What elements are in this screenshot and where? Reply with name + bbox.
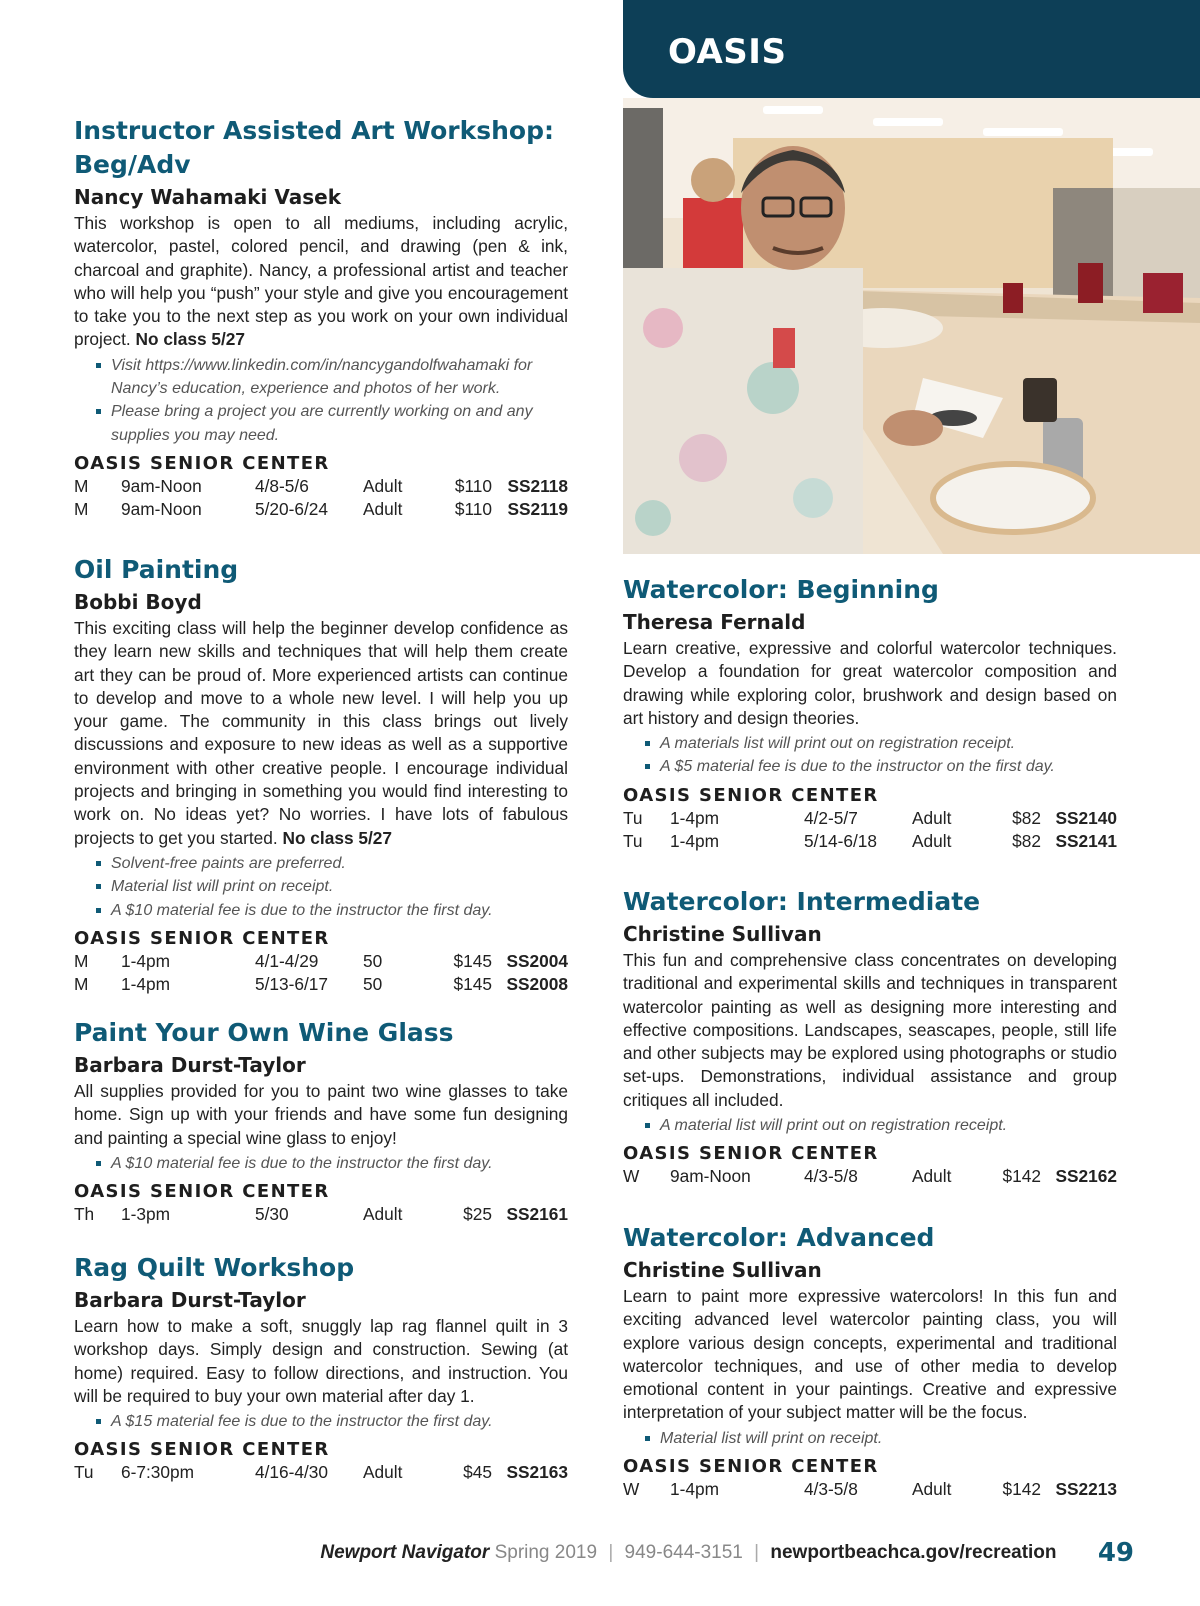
course-instructor: Barbara Durst-Taylor <box>74 1053 306 1077</box>
session-row <box>74 475 568 498</box>
course-note: Solvent-free paints are preferred. <box>111 852 568 875</box>
session-time: 6-7:30pm <box>121 1462 195 1483</box>
session-code: SS2163 <box>506 1462 568 1483</box>
course-location: OASIS SENIOR CENTER <box>623 1456 879 1478</box>
course-title: Watercolor: Intermediate <box>623 887 981 916</box>
section-header-tab <box>623 0 1200 98</box>
course-note: Material list will print on receipt. <box>660 1427 1117 1450</box>
session-age: 50 <box>363 973 383 994</box>
course-note: Visit https://www.linkedin.com/in/nancygandolfwahamaki for Nancy’s education, experience and photos of her work. <box>111 354 568 401</box>
session-age: Adult <box>363 498 403 519</box>
session-price: $82 <box>1012 830 1041 851</box>
session-age: Adult <box>912 1479 952 1500</box>
footer-season: Spring 2019 <box>494 1542 598 1563</box>
course-note: Please bring a project you are currently working on and any supplies you may need. <box>111 400 568 447</box>
course-note: A $10 material fee is due to the instructor the first day. <box>111 899 568 922</box>
session-time: 1-4pm <box>670 1479 719 1500</box>
session-dates: 4/1-4/29 <box>255 950 319 971</box>
course-watercolor-advanced <box>623 1221 1117 1501</box>
course-title: Watercolor: Advanced <box>623 1223 935 1252</box>
session-time: 1-3pm <box>121 1204 170 1225</box>
session-code: SS2162 <box>1055 1166 1117 1187</box>
course-location: OASIS SENIOR CENTER <box>74 1439 330 1461</box>
session-age: 50 <box>363 950 383 971</box>
course-note: A $5 material fee is due to the instructor on the first day. <box>660 755 1117 778</box>
session-day: Tu <box>74 1462 94 1483</box>
session-price: $142 <box>1002 1166 1041 1187</box>
course-description: Learn creative, expressive and colorful watercolor techniques. Develop a foundation for great watercolor composition and drawing while exploring color, brushwork and design based on art history and design theories. <box>623 638 1117 728</box>
course-title: Rag Quilt Workshop <box>74 1253 355 1282</box>
course-instructor-assisted-art-workshop <box>74 114 568 521</box>
course-note: A material list will print out on registration receipt. <box>660 1114 1117 1137</box>
course-notes <box>623 1427 1117 1450</box>
course-instructor: Christine Sullivan <box>623 922 822 946</box>
page-footer <box>0 1536 1134 1570</box>
session-code: SS2141 <box>1055 830 1117 851</box>
course-description: Learn how to make a soft, snuggly lap rag flannel quilt in 3 workshop days. Simply design and construction. Sewing (at home) required. Easy to follow directions, and instruction. You will be required to buy your own material after day 1. <box>74 1316 568 1406</box>
course-description: This exciting class will help the beginner develop confidence as they learn new skills and techniques that will help them create art they can be proud of. More experienced artists can continue to develop and move to a whole new level. I will help you up your game. The community in this class brings out lively discussions and exposure to new ideas as well as a supportive environment with other creative people. I encourage individual projects and bringing in something you would find interesting to work on. No ideas yet? No worries. I have lots of fabulous projects to get you started. No class 5/27 <box>74 618 568 848</box>
course-instructor: Theresa Fernald <box>623 610 806 634</box>
session-age: Adult <box>363 1204 403 1225</box>
session-code: SS2118 <box>507 475 568 496</box>
session-time: 9am-Noon <box>121 498 202 519</box>
session-dates: 5/14-6/18 <box>804 830 878 851</box>
session-row <box>623 807 1117 830</box>
course-notes <box>623 1114 1117 1137</box>
session-time: 1-4pm <box>670 807 719 828</box>
session-dates: 4/3-5/8 <box>804 1479 858 1500</box>
course-location: OASIS SENIOR CENTER <box>74 1181 330 1203</box>
footer-publication: Newport Navigator <box>320 1542 490 1563</box>
course-note: A materials list will print out on registration receipt. <box>660 732 1117 755</box>
session-row <box>74 1461 568 1484</box>
session-time: 9am-Noon <box>670 1166 751 1187</box>
course-watercolor-intermediate <box>623 885 1117 1188</box>
course-title: Instructor Assisted Art Workshop: Beg/Adv <box>74 116 554 179</box>
class-photo <box>623 98 1200 554</box>
session-price: $45 <box>463 1462 492 1483</box>
session-price: $82 <box>1012 807 1041 828</box>
session-time: 1-4pm <box>121 973 170 994</box>
session-age: Adult <box>912 1166 952 1187</box>
course-instructor: Christine Sullivan <box>623 1258 822 1282</box>
course-title: Watercolor: Beginning <box>623 575 939 604</box>
session-day: W <box>623 1166 640 1187</box>
course-location: OASIS SENIOR CENTER <box>623 784 879 806</box>
session-price: $25 <box>463 1204 492 1225</box>
course-location: OASIS SENIOR CENTER <box>74 452 330 474</box>
course-oil-painting <box>74 553 568 996</box>
session-row <box>74 973 568 996</box>
session-price: $110 <box>454 498 492 519</box>
course-location: OASIS SENIOR CENTER <box>623 1143 879 1165</box>
course-description: This fun and comprehensive class concentrates on developing traditional and experimental skills and techniques in transparent watercolor painting as well as designing more interesting and effective compositions. Landscapes, seascapes, people, still life and other subjects may be explored using photographs or studio set-ups. Demonstrations, individual assistance and group critiques all included. <box>623 950 1117 1110</box>
session-day: M <box>74 498 89 519</box>
session-row <box>74 950 568 973</box>
session-dates: 4/2-5/7 <box>804 807 858 828</box>
session-row <box>623 1478 1117 1501</box>
course-title: Oil Painting <box>74 555 239 584</box>
session-day: M <box>74 950 89 971</box>
footer-separator: | <box>608 1542 614 1563</box>
course-description: All supplies provided for you to paint two wine glasses to take home. Sign up with your friends and have some fun designing and painting a special wine glass to enjoy! <box>74 1081 568 1148</box>
session-row <box>74 498 568 521</box>
session-code: SS2004 <box>506 950 568 971</box>
section-title: OASIS <box>668 32 787 72</box>
footer-url[interactable]: newportbeachca.gov/recreation <box>770 1542 1057 1563</box>
course-title: Paint Your Own Wine Glass <box>74 1018 454 1047</box>
course-description: Learn to paint more expressive watercolors! In this fun and exciting advanced level watercolor painting class, you will explore various design concepts, experimental and traditional watercolor techniques, and use of other media to develop emotional content in your paintings. Creative and expressive interpretation of your subject matter will be the focus. <box>623 1286 1117 1423</box>
course-note: A $15 material fee is due to the instructor the first day. <box>111 1410 568 1433</box>
session-row <box>74 1203 568 1226</box>
course-note: A $10 material fee is due to the instructor the first day. <box>111 1152 568 1175</box>
session-dates: 4/8-5/6 <box>255 475 309 496</box>
course-notes <box>623 732 1117 779</box>
course-rag-quilt-workshop <box>74 1251 568 1484</box>
session-age: Adult <box>363 475 403 496</box>
session-day: M <box>74 475 89 496</box>
session-day: W <box>623 1479 640 1500</box>
session-code: SS2008 <box>506 973 568 994</box>
session-time: 9am-Noon <box>121 475 202 496</box>
course-paint-your-own-wine-glass <box>74 1016 568 1226</box>
session-code: SS2119 <box>507 498 568 519</box>
session-code: SS2161 <box>506 1204 568 1225</box>
session-day: M <box>74 973 89 994</box>
course-instructor: Nancy Wahamaki Vasek <box>74 185 342 209</box>
session-time: 1-4pm <box>670 830 719 851</box>
course-notes <box>74 354 568 447</box>
session-price: $110 <box>454 475 492 496</box>
footer-phone: 949-644-3151 <box>624 1542 743 1563</box>
session-day: Tu <box>623 830 643 851</box>
session-price: $142 <box>1002 1479 1041 1500</box>
course-notes <box>74 1152 568 1175</box>
course-location: OASIS SENIOR CENTER <box>74 927 330 949</box>
session-dates: 5/13-6/17 <box>255 973 329 994</box>
course-watercolor-beginning <box>623 573 1117 853</box>
session-price: $145 <box>453 950 492 971</box>
session-row <box>623 830 1117 853</box>
session-code: SS2140 <box>1055 807 1117 828</box>
session-day: Th <box>74 1204 95 1225</box>
session-row <box>623 1165 1117 1188</box>
session-dates: 5/30 <box>255 1204 289 1225</box>
session-price: $145 <box>453 973 492 994</box>
course-notes <box>74 1410 568 1433</box>
session-day: Tu <box>623 807 643 828</box>
session-dates: 4/16-4/30 <box>255 1462 329 1483</box>
course-notes <box>74 852 568 922</box>
course-description: This workshop is open to all mediums, including acrylic, watercolor, pastel, colored pencil, and drawing (pen & ink, charcoal and graphite). Nancy, a professional artist and teacher who will help you “push” your style and give you encouragement to take you to the next step as you work on your own individual project. No class 5/27 <box>74 213 568 350</box>
session-code: SS2213 <box>1055 1479 1117 1500</box>
session-dates: 5/20-6/24 <box>255 498 329 519</box>
course-instructor: Barbara Durst-Taylor <box>74 1288 306 1312</box>
session-time: 1-4pm <box>121 950 170 971</box>
footer-separator: | <box>754 1542 760 1563</box>
session-age: Adult <box>912 807 952 828</box>
session-dates: 4/3-5/8 <box>804 1166 858 1187</box>
session-age: Adult <box>363 1462 403 1483</box>
page-number: 49 <box>1097 1538 1134 1568</box>
course-instructor: Bobbi Boyd <box>74 590 202 614</box>
photo-art-class-illustration <box>623 98 1200 554</box>
course-note: Material list will print on receipt. <box>111 875 568 898</box>
session-age: Adult <box>912 830 952 851</box>
